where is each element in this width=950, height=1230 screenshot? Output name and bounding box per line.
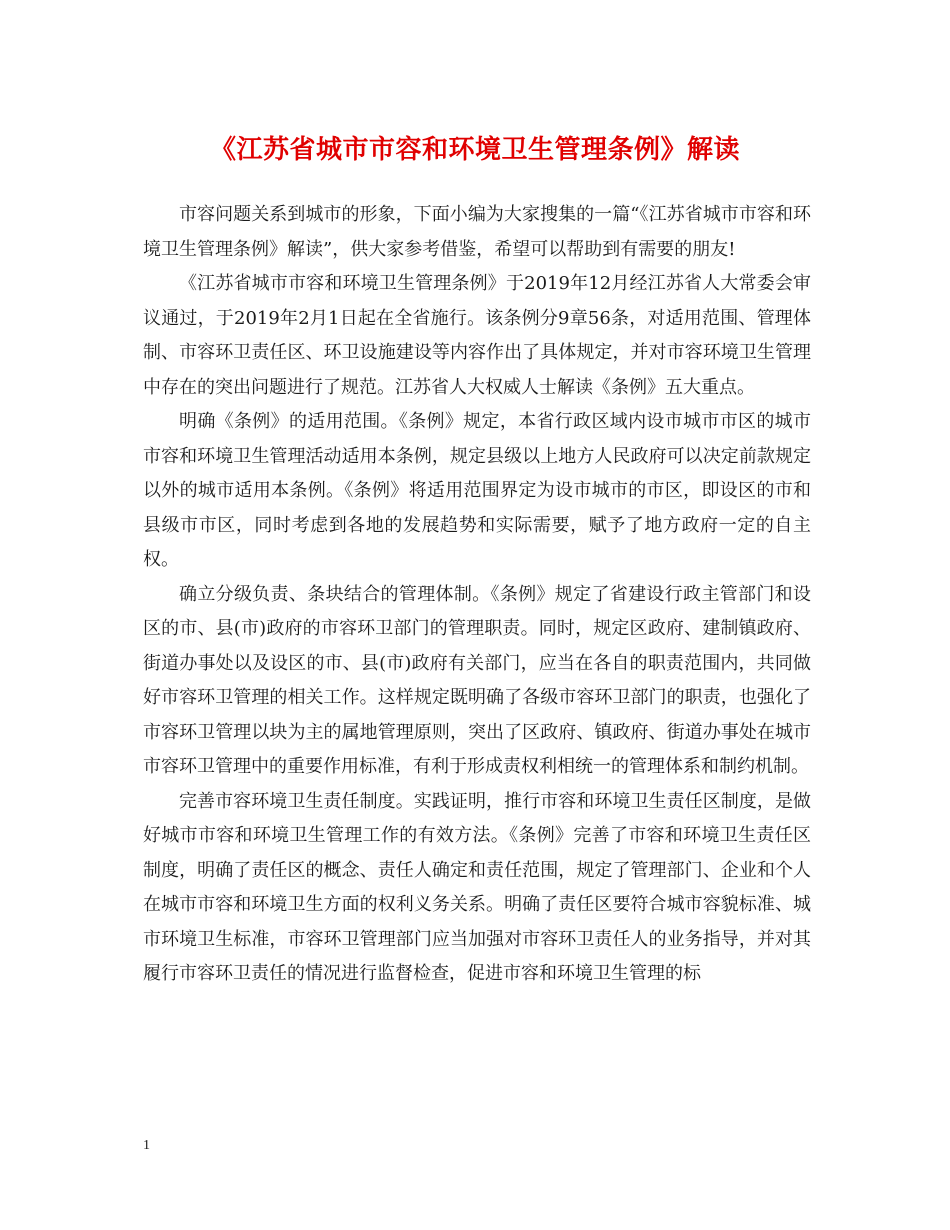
page-number: 1: [143, 1138, 150, 1153]
paragraph-intro: 市容问题关系到城市的形象，下面小编为大家搜集的一篇“《江苏省城市市容和环境卫生管理条例》解读”，供大家参考借鉴，希望可以帮助到有需要的朋友!: [143, 204, 811, 260]
document-body: [143, 198, 811, 992]
document-title: 《江苏省城市市容和环境卫生管理条例》解读: [209, 135, 740, 165]
paragraph-management-system: 确立分级负责、条块结合的管理体制。《条例》规定了省建设行政主管部门和设区的市、县(市)政府的市容环卫部门的管理职责。同时，规定区政府、建制镇政府、街道办事处以及设区的市、县(市)政府有关部门，应当在各自的职责范围内，共同做好市容环卫管理的相关工作。这样规定既明确了各级市容环卫部门的职责，也强化了市容环卫管理以块为主的属地管理原则，突出了区政府、镇政府、街道办事处在城市市容环卫管理中的重要作用标准，有利于形成责权利相统一的管理体系和制约机制。: [143, 583, 811, 777]
paragraph-scope: 明确《条例》的适用范围。《条例》规定，本省行政区域内设市城市市区的城市市容和环境卫生管理活动适用本条例，规定县级以上地方人民政府可以决定前款规定以外的城市适用本条例。《条例》将适用范围界定为设市城市的市区，即设区的市和县级市市区，同时考虑到各地的发展趋势和实际需要，赋予了地方政府一定的自主权。: [143, 411, 811, 570]
paragraph-overview: 《江苏省城市市容和环境卫生管理条例》于2019年12月经江苏省人大常委会审议通过，于2019年2月1日起在全省施行。该条例分9章56条，对适用范围、管理体制、市容环卫责任区、环卫设施建设等内容作出了具体规定，并对市容环境卫生管理中存在的突出问题进行了规范。江苏省人大权威人士解读《条例》五大重点。: [143, 273, 811, 398]
paragraph-responsibility: 完善市容环境卫生责任制度。实践证明，推行市容和环境卫生责任区制度，是做好城市市容和环境卫生管理工作的有效方法。《条例》完善了市容和环境卫生责任区制度，明确了责任区的概念、责任人确定和责任范围，规定了管理部门、企业和个人在城市市容和环境卫生方面的权利义务关系。明确了责任区要符合城市容貌标准、城市环境卫生标准，市容环卫管理部门应当加强对市容环卫责任人的业务指导，并对其履行市容环卫责任的情况进行监督检查，促进市容和环境卫生管理的标: [143, 790, 811, 984]
